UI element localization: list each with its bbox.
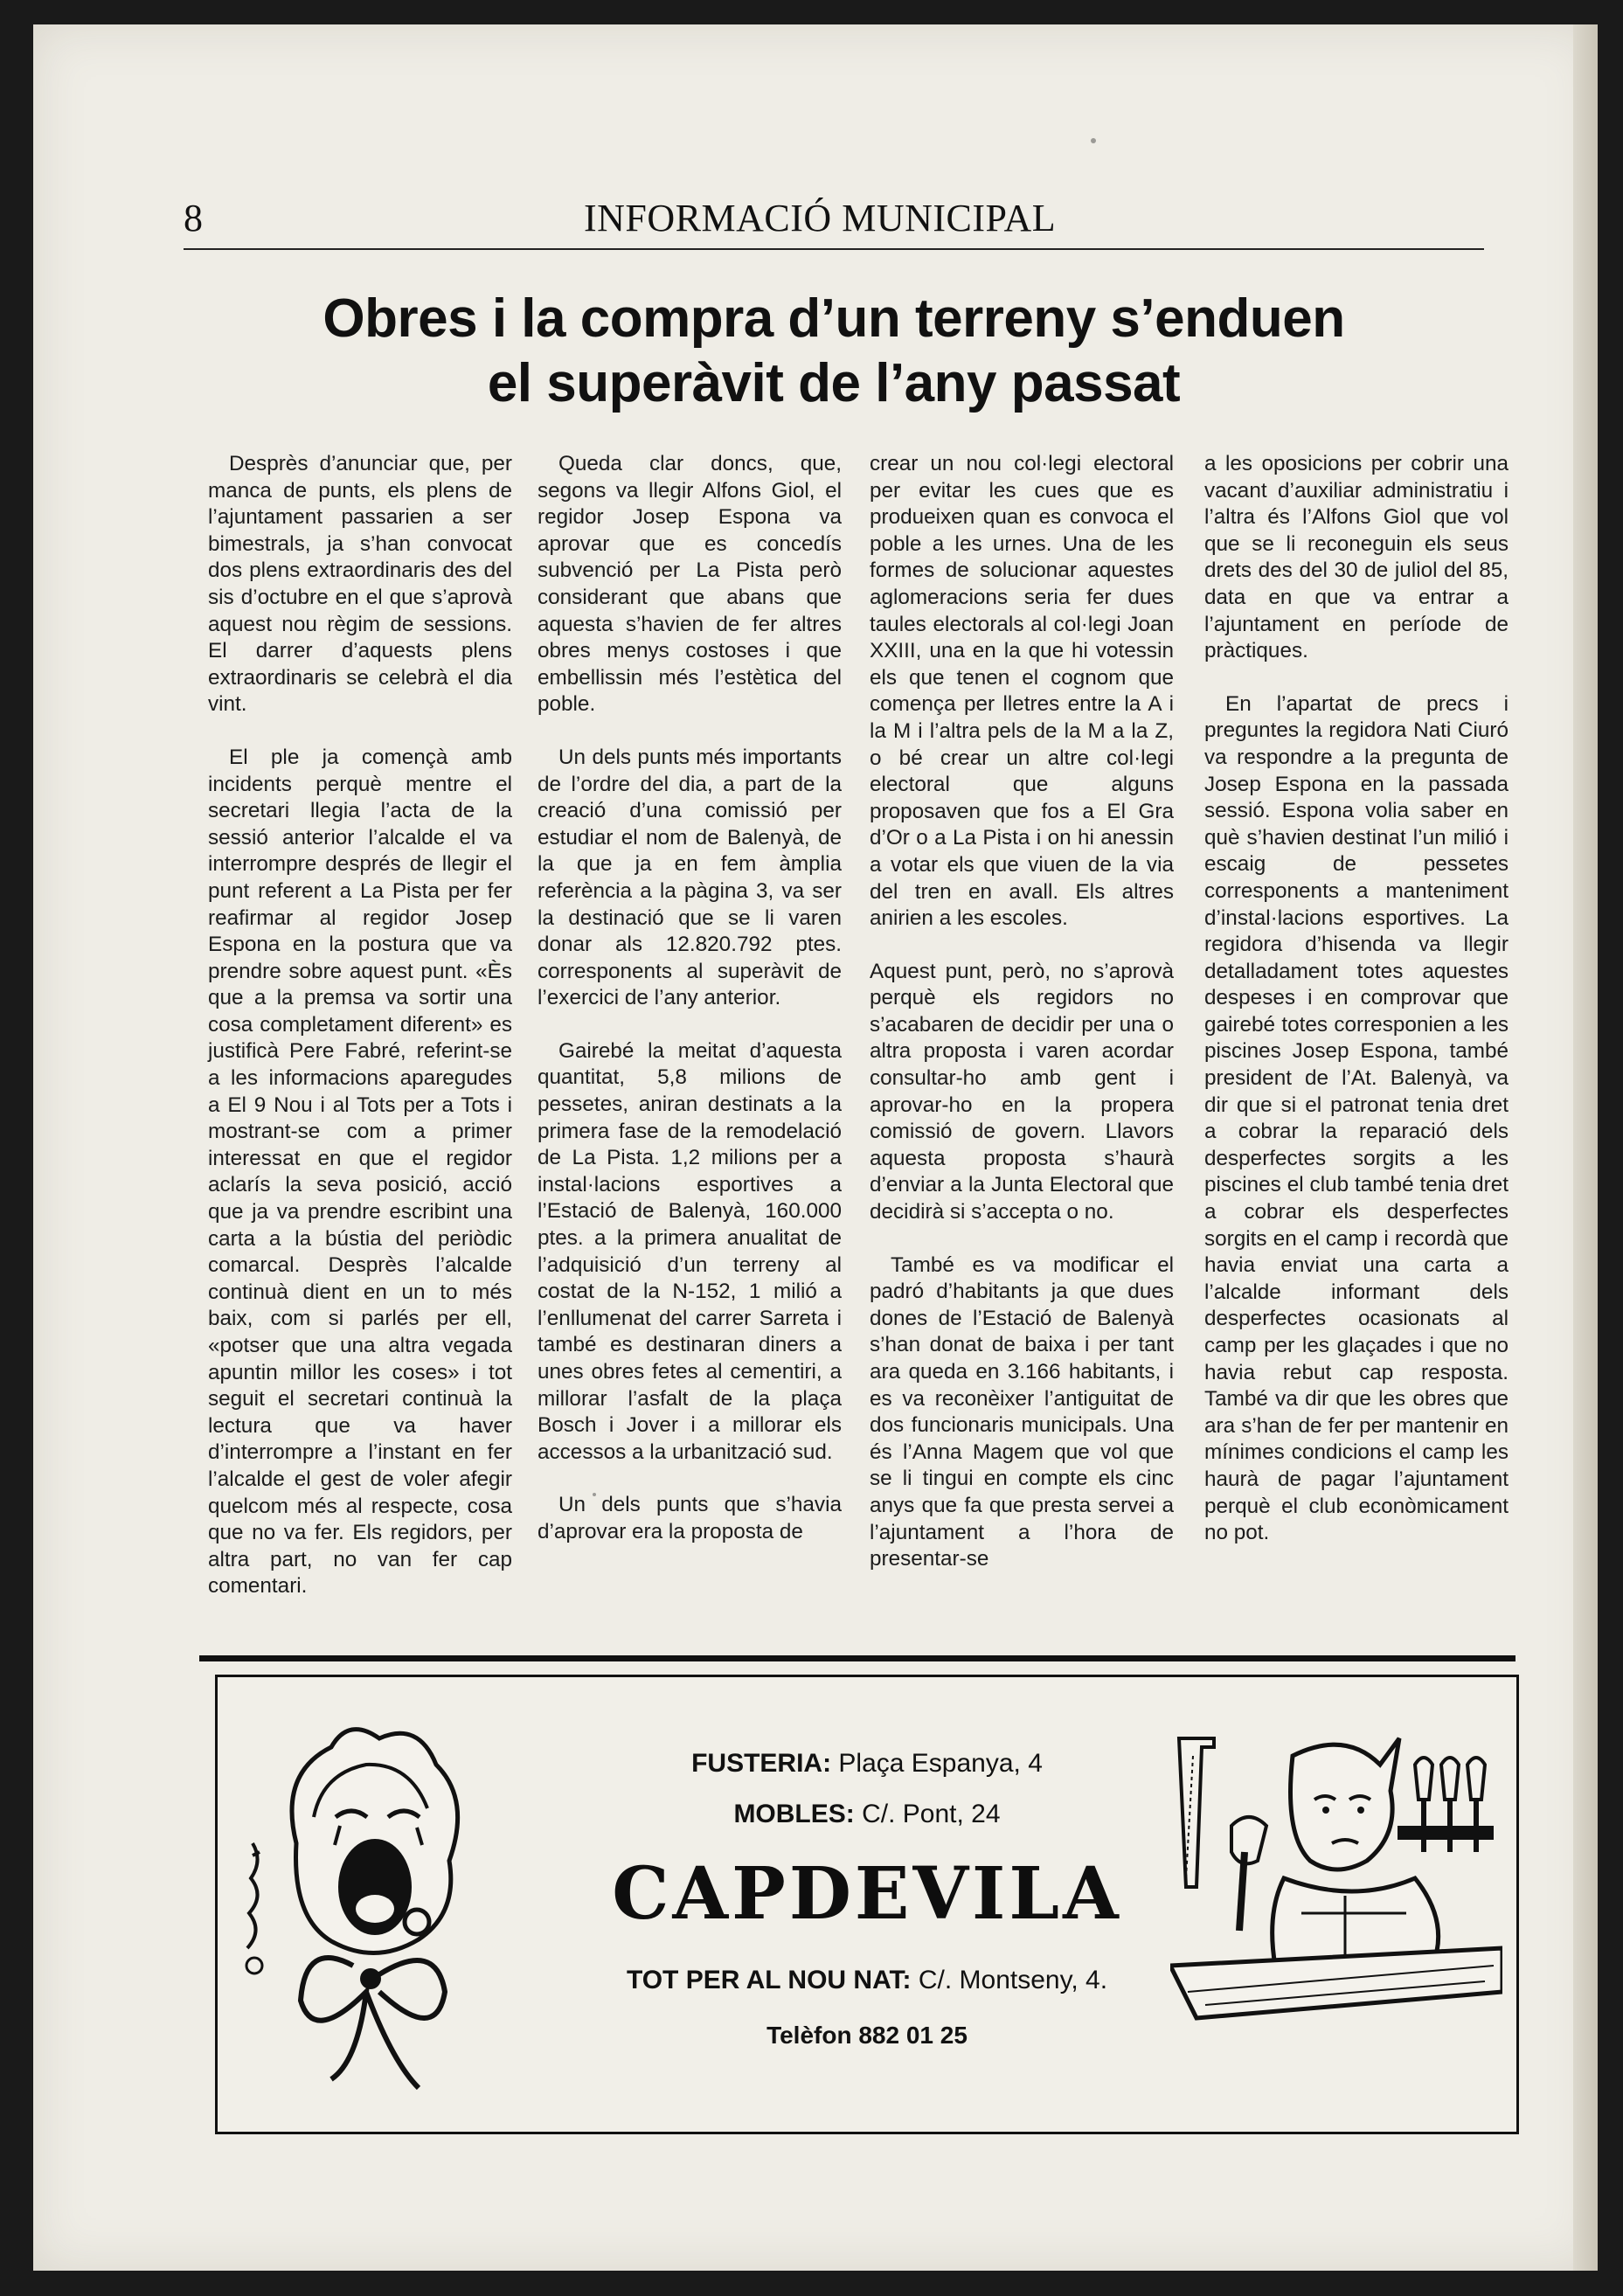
ad-nou-nat-address: C/. Montseny, 4. xyxy=(918,1966,1108,1994)
paragraph: a les oposicions per cobrir una vacant d’auxiliar administratiu i l’altra és l’Alfons Giol que vol que se li reconeguin els seus drets des del 30 de juliol del 85, data en que va entrar a l’ajuntament en període de pràctiques. xyxy=(1204,452,1509,663)
paragraph: En l’apartat de precs i preguntes la regidora Nati Ciuró va respondre a la pregunta de Josep Espona en la passada sessió. Espona volia saber en què s’havien destinat l’un milió i escaig de pessetes corresponents a manteniment d’instal·lacions esportives. La regidora d’hisenda va llegir detalladament totes aquestes despeses i en comprovar que gairebé totes corresponien a les piscines Josep Espona, també president de l’At. Balenyà, va dir que si el patronat tenia dret a cobrar la reparació dels desperfectes sorgits a les piscines el club també tenia dret a cobrar els desperfectes sorgits en el camp i recordà que havia enviat una carta a l’alcalde informant dels desperfectes ocasionats al camp per les glaçades i que no havia rebut cap resposta. També va dir que les obres que ara s’han de fer per mantenir en mínimes condicions el camp les haurà de pagar l’ajuntament perquè el club econòmicament no pot. xyxy=(1204,691,1509,1545)
article-column-2 xyxy=(538,451,842,1546)
newspaper-page xyxy=(33,24,1598,2271)
carpenter-illustration xyxy=(1170,1703,1502,2114)
article-column-4 xyxy=(1204,451,1509,1547)
paragraph: Un dels punts més importants de l’ordre del dia, a part de la creació d’una comissió per estudiar el nom de Balenyà, de la que ja en fem àmplia referència a la pàgina 3, va ser la destinació que se li varen donar als 12.820.792 ptes. corresponents al superàvit de l’exercici de l’any anterior. xyxy=(538,745,842,1010)
print-speck xyxy=(593,1493,596,1496)
paragraph: També es va modificar el padró d’habitants ja que dues dones de l’Estació de Balenyà s’han donat de baixa i per tant ara queda en 3.166 habitants, i es va reconèixer l’antiguitat de dos funcionaris municipals. Una és l’Anna Magem que vol que se li tingui en compte els cinc anys que fa que presta servei a l’ajuntament a l’hora de presentar-se xyxy=(870,1252,1174,1571)
ad-mobles-address: C/. Pont, 24 xyxy=(862,1800,1001,1828)
ad-brand: CAPDEVILA xyxy=(612,1852,1122,1936)
headline-line-2: el superàvit de l’any passat xyxy=(487,353,1181,413)
paragraph: El ple ja començà amb incidents perquè mentre el secretari llegia l’acta de la sessió anterior l’alcalde el va interrompre després de llegir el punt referent a La Pista per fer reafirmar al regidor Josep Espona en la postura que va prendre sobre aquest punt. «Ès que a la premsa va sortir una cosa completament diferent» es justificà Pere Fabré, referint-se a les informacions aparegudes a El 9 Nou i al Tots per a Tots i mostrant-se com a primer interessat en que el regidor aclarís la seva posició, acció que ja va prendre escribint una carta a la bústia del periòdic comarcal. Desprès l’alcalde continuà dient en un to més baix, com si parlés per ell, «potser que una altra vegada apuntin millor les coses» i tot seguit el secretari continuà la lectura que va haver d’interrompre a l’instant en fer l’alcalde el gest de voler afegir quelcom més al respecte, cosa que no va fer. Els regidors, per altra part, no van fer cap comentari. xyxy=(208,745,512,1599)
section-title: INFORMACIÓ MUNICIPAL xyxy=(584,197,1057,239)
paragraph: Aquest punt, però, no s’aprovà perquè els regidors no s’acabaren de decidir per una o altra proposta i varen acordar consultar-ho amb gent i aprovar-ho en la propera comissió de govern. Llavors aquesta proposta s’haurà d’enviar a la Junta Electoral que decidirà si s’accepta o no. xyxy=(870,959,1174,1224)
print-speck xyxy=(1091,138,1096,143)
ad-fusteria-address: Plaça Espanya, 4 xyxy=(838,1749,1043,1778)
advertisement xyxy=(215,1675,1519,2134)
paragraph: Un dels punts que s’havia d’aprovar era la proposta de xyxy=(538,1493,842,1543)
paragraph: crear un nou col·legi electoral per evitar les cues que es produeixen quan es convoca el poble a les urnes. Una de les formes de solucionar aquestes aglomeracions seria fer dues taules electorals al col·legi Joan XXIII, una en la que hi votessin els que tenen el cognom que comença per lletres entre la A i la M i l’altra pels de la M a la Z, o bé crear un altre col·legi electoral que alguns proposaven que fos a El Gra d’Or o a La Pista i on hi anessin a votar els que viuen de la via del tren en avall. Els altres anirien a les escoles. xyxy=(870,452,1174,931)
page-edge xyxy=(1573,24,1598,2271)
headline-line-1: Obres i la compra d’un terreny s’enduen xyxy=(323,288,1345,349)
page-header xyxy=(184,196,1484,250)
page-number: 8 xyxy=(184,197,203,239)
article-column-1 xyxy=(208,451,512,1600)
ad-nou-nat-label: TOT PER AL NOU NAT: xyxy=(626,1966,912,1994)
article-body xyxy=(208,451,1510,1631)
paragraph: Desprès d’anunciar que, per manca de punts, els plens de l’ajuntament passarien a ser bimestrals, ja s’han convocat dos plens extraordinaris des del sis d’octubre en el que s’aprovà aquest nou règim de sessions. El darrer d’aquests plens extraordinaris se celebrà el dia vint. xyxy=(208,452,512,717)
headline xyxy=(184,287,1484,416)
paragraph: Gairebé la meitat d’aquesta quantitat, 5,8 milions de pessetes, aniran destinats a la primera fase de la remodelació de La Pista. 1,2 milions per a instal·lacions esportives a l’Estació de Balenyà, 160.000 ptes. a la primera anualitat de l’adquisició d’un terreny al costat de la N-152, 1 milió a l’enllumenat del carrer Sarreta i també es destinaran diners a unes obres fetes al cementiri, a millorar l’asfalt de la plaça Bosch i Jover i a millorar els accessos a la urbanització sud. xyxy=(538,1038,842,1464)
ad-mobles-label: MOBLES: xyxy=(733,1800,855,1828)
ad-fusteria-label: FUSTERIA: xyxy=(691,1749,832,1778)
ad-phone: Telèfon 882 01 25 xyxy=(766,2022,968,2049)
section-divider xyxy=(199,1655,1515,1661)
paragraph: Queda clar doncs, que, segons va llegir Alfons Giol, el regidor Josep Espona va aprovar que es concedís subvenció per La Pista però considerant que abans que aquesta s’havien de fer altres obres menys costoses i que embellissin més l’estètica del poble. xyxy=(538,452,842,717)
article-column-3 xyxy=(870,451,1174,1573)
